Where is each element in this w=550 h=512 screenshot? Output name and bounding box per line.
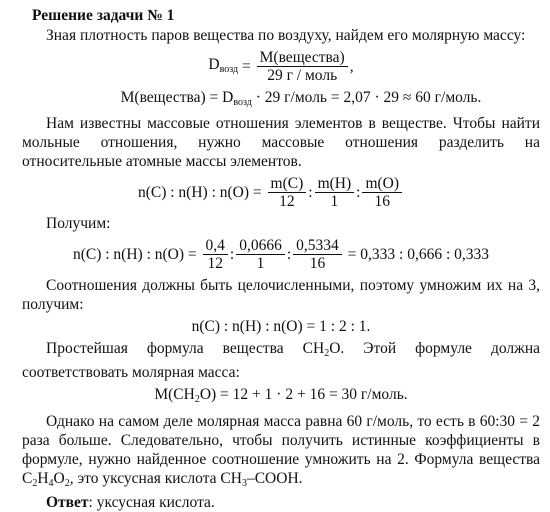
comma: , bbox=[349, 58, 354, 75]
equation-integer-ratio: n(C) : n(H) : n(O) = 1 : 2 : 1. bbox=[191, 318, 371, 335]
ratio-lhs: n(C) : n(H) : n(O) = bbox=[72, 246, 201, 263]
equation-mole-ratio-values bbox=[22, 237, 540, 272]
fraction-numerator: M(вещества) bbox=[257, 49, 348, 67]
paragraph-simplest-formula: Простейшая формула вещества $CH_2O$. Этой формуле должна соответствовать молярная масса: bbox=[22, 340, 540, 381]
paragraph-obtain: Получим: bbox=[46, 215, 111, 232]
equation-mole-ratio-general bbox=[22, 175, 540, 210]
paragraph-integer: Соотношения должны быть целочисленными, поэтому умножим их на 3, получим: bbox=[22, 277, 540, 313]
answer-label: Ответ bbox=[46, 494, 89, 511]
answer-line bbox=[22, 493, 540, 512]
equals-sign: = bbox=[238, 58, 255, 75]
ratio-separator: : bbox=[229, 246, 235, 263]
density-symbol: $D_{возд}$ bbox=[208, 55, 239, 75]
answer-text: : уксусная кислота. bbox=[88, 494, 215, 511]
fraction-carbon-value: $\frac{0,4}{12}$ bbox=[203, 237, 228, 272]
fraction-oxygen: $\frac{m(O)}{16}$ bbox=[362, 175, 402, 210]
ratio-separator: : bbox=[308, 184, 313, 201]
solution-title: Решение задачи № 1 bbox=[32, 7, 175, 24]
ratio-separator: : bbox=[356, 184, 361, 201]
ratio-lhs: n(C) : n(H) : n(O) = bbox=[137, 184, 266, 201]
fraction-hydrogen-value: $\frac{0,0666}{1}$ bbox=[236, 237, 285, 272]
density-fraction bbox=[257, 49, 348, 84]
ratio-result: = 0,333 : 0,666 : 0,333 bbox=[343, 246, 490, 263]
fraction-hydrogen: $\frac{m(H)}{1}$ bbox=[315, 175, 355, 210]
paragraph-true-formula: Однако на самом деле молярная масса равна 60 г/моль, то есть в 60:30 = 2 раза больше. Следовательно, чтобы получить истинные коэффициенты в формуле, нужно найденное соотношение умножить на 2. Формула вещества $C_2H_4O_2$, это уксусная кислота $CH_3$–COOH. bbox=[22, 413, 540, 489]
equation-simplest-mass: $M(CH_2O) = 12 + 1 \cdot 2 + 16 = 30$ г/моль. bbox=[154, 386, 408, 405]
ratio-separator: : bbox=[286, 246, 292, 263]
equation-density bbox=[22, 49, 540, 84]
paragraph-mass-ratios: Нам известны массовые отношения элементов в веществе. Чтобы найти мольные отношения, нужно массовые отношения разделить на относительные атомные массы элементов. bbox=[22, 115, 540, 170]
fraction-oxygen-value: $\frac{0,5334}{16}$ bbox=[293, 237, 342, 272]
paragraph-intro: Зная плотность паров вещества по воздуху, найдем его молярную массу: bbox=[46, 27, 526, 44]
equation-molar-mass: M(вещества) = $D_{возд} \cdot 29$ г/моль = 2,07 · 29 ≈ 60 г/моль. bbox=[120, 89, 482, 108]
fraction-carbon: $\frac{m(C)}{12}$ bbox=[268, 175, 307, 210]
fraction-denominator: 29 г / моль bbox=[267, 67, 338, 84]
